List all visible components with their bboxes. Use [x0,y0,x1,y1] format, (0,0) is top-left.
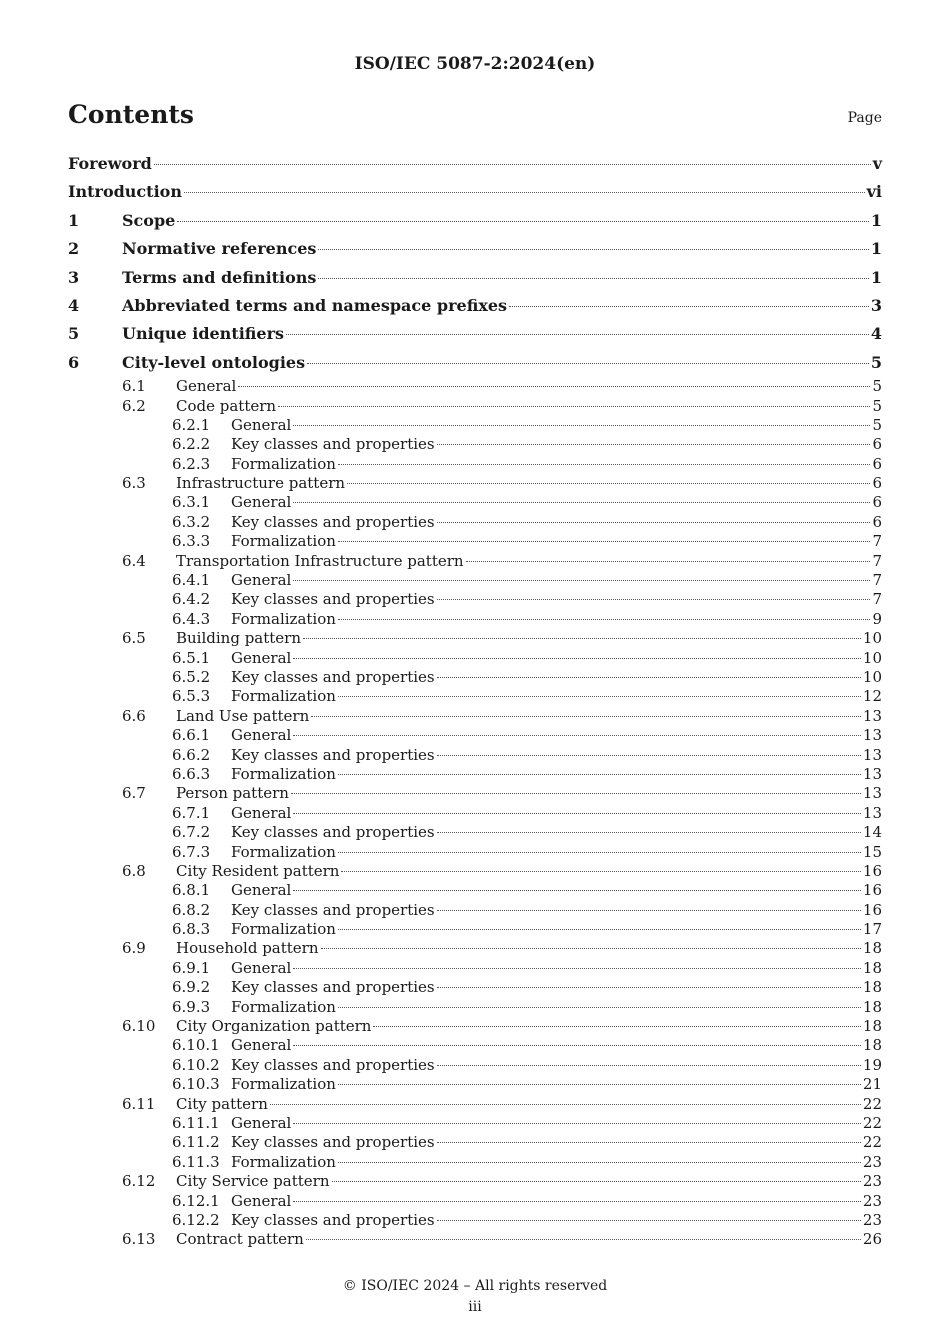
toc-entry-number: 6.7 [122,784,146,803]
dot-leader [509,306,869,307]
toc-entry[interactable] [68,920,882,939]
toc-entry-number: 6.13 [122,1230,156,1249]
toc-entry-page: 7 [872,571,882,590]
toc-entry-page: 19 [862,1055,882,1074]
toc-entry-title: Formalization [231,764,336,783]
dot-leader [373,1026,860,1027]
dot-leader [341,871,860,872]
toc-entry-number: 6.9.1 [172,958,211,977]
toc-entry[interactable] [68,349,882,377]
toc-entry[interactable] [68,978,882,997]
toc-entry-page: 7 [872,532,882,551]
toc-entry-number: 6.5.3 [172,687,211,706]
toc-entry-page: vi [866,182,882,202]
dot-leader [347,483,870,484]
dot-leader [338,541,871,542]
toc-entry-page: 10 [862,629,882,648]
dot-leader [293,1123,861,1124]
toc-entry[interactable] [68,320,882,348]
table-of-contents [68,150,882,1250]
toc-entry[interactable] [68,1133,882,1152]
page-number: iii [468,1299,482,1315]
toc-entry[interactable] [68,649,882,668]
toc-entry-page: 18 [862,958,882,977]
toc-entry-number: 6.4 [122,551,146,570]
toc-entry-title: Formalization [231,1152,336,1171]
toc-entry-page: 23 [862,1152,882,1171]
toc-entry-page: 13 [862,764,882,783]
toc-entry-title: City Organization pattern [176,1017,372,1036]
toc-entry-page: 18 [862,1017,882,1036]
toc-entry-number: 6.1 [122,377,146,396]
toc-entry-title: Formalization [231,920,336,939]
toc-entry[interactable] [68,1056,882,1075]
toc-entry[interactable] [68,1172,882,1191]
toc-entry[interactable] [68,150,882,178]
dot-leader [293,735,861,736]
toc-entry-number: 6.7.1 [172,803,211,822]
dot-leader [154,164,871,165]
toc-entry-number: 6 [68,352,80,372]
toc-entry-page: 1 [870,239,882,259]
toc-entry-page: 7 [872,551,882,570]
dot-leader [437,522,871,523]
dot-leader [293,580,870,581]
toc-entry[interactable] [68,862,882,881]
dot-leader [286,334,869,335]
dot-leader [437,832,861,833]
toc-entry-number: 6.9.3 [172,997,211,1016]
dot-leader [338,1084,861,1085]
toc-entry[interactable] [68,901,882,920]
toc-entry-number: 6.12.2 [172,1210,220,1229]
toc-entry-number: 6.2 [122,396,146,415]
dot-leader [270,1104,861,1105]
toc-entry[interactable] [68,1075,882,1094]
toc-entry-title: Key classes and properties [231,823,435,842]
toc-entry-page: 13 [862,745,882,764]
toc-entry-number: 6.9.2 [172,978,211,997]
dot-leader [437,1142,861,1143]
toc-entry[interactable] [68,746,882,765]
toc-entry[interactable] [68,939,882,958]
toc-entry-number: 2 [68,239,80,259]
dot-leader [338,1007,861,1008]
toc-entry-number: 6.9 [122,939,146,958]
toc-entry-number: 6.8 [122,861,146,880]
toc-entry-title: Formalization [231,609,336,628]
toc-entry-title: Formalization [231,842,336,861]
toc-entry-page: 21 [862,1075,882,1094]
dot-leader [437,987,861,988]
toc-entry[interactable] [68,1211,882,1230]
toc-entry[interactable] [68,881,882,900]
dot-leader [293,1045,861,1046]
toc-entry-number: 6.12.1 [172,1191,220,1210]
dot-leader [291,793,861,794]
toc-entry-title: General [176,377,237,396]
toc-entry-page: 23 [862,1191,882,1210]
toc-entry[interactable] [68,784,882,803]
page-column-label: Page [847,110,882,126]
toc-entry-page: 6 [872,512,882,531]
toc-entry[interactable] [68,843,882,862]
dot-leader [332,1181,861,1182]
toc-entry-page: 4 [870,324,882,344]
dot-leader [338,852,861,853]
dot-leader [466,561,871,562]
toc-entry-title: Key classes and properties [231,590,435,609]
toc-entry-title: General [231,648,292,667]
toc-entry-page: 22 [862,1113,882,1132]
toc-entry-page: 6 [872,474,882,493]
toc-entry-page: 10 [862,648,882,667]
toc-entry-number: 6.10.1 [172,1036,220,1055]
dot-leader [238,386,870,387]
toc-entry-page: 1 [870,210,882,230]
toc-entry-page: 13 [862,726,882,745]
toc-entry-title: General [231,415,292,434]
toc-entry-title: Formalization [231,997,336,1016]
toc-entry-title: Household pattern [176,939,319,958]
toc-entry-title: General [231,726,292,745]
toc-entry-page: 22 [862,1133,882,1152]
dot-leader [437,677,861,678]
toc-entry-page: 5 [872,377,882,396]
toc-entry[interactable] [68,804,882,823]
dot-leader [293,658,861,659]
toc-entry[interactable] [68,474,882,493]
toc-entry-page: 26 [862,1230,882,1249]
toc-entry-title: Key classes and properties [231,435,435,454]
dot-leader [338,774,861,775]
toc-entry-title: General [231,1036,292,1055]
toc-entry-number: 6.12 [122,1172,156,1191]
dot-leader [437,1220,861,1221]
toc-entry-title: City-level ontologies [122,352,306,372]
toc-entry[interactable] [68,493,882,512]
toc-entry[interactable] [68,1095,882,1114]
toc-entry-page: 6 [872,493,882,512]
toc-entry-number: 6.6.1 [172,726,211,745]
dot-leader [278,406,870,407]
toc-entry-number: 6.11.1 [172,1113,220,1132]
toc-entry-number: 6.11 [122,1094,156,1113]
toc-entry[interactable] [68,726,882,745]
dot-leader [338,929,861,930]
toc-entry-number: 4 [68,295,80,315]
toc-entry-number: 6.2.3 [172,454,211,473]
toc-entry-title: Building pattern [176,629,302,648]
toc-entry-page: 23 [862,1210,882,1229]
toc-entry-title: Key classes and properties [231,1210,435,1229]
toc-entry-page: 18 [862,997,882,1016]
toc-entry-page: 18 [862,939,882,958]
toc-entry-page: 13 [862,706,882,725]
toc-entry-number: 6.10.3 [172,1075,220,1094]
toc-entry-number: 6.3 [122,474,146,493]
toc-entry-number: 6.5.2 [172,667,211,686]
toc-entry-title: Formalization [231,1075,336,1094]
dot-leader [293,502,870,503]
toc-entry-page: 15 [862,842,882,861]
toc-entry-page: 10 [862,667,882,686]
toc-entry-page: 16 [862,900,882,919]
toc-entry[interactable] [68,1153,882,1172]
toc-entry-title: Code pattern [176,396,277,415]
toc-entry-page: 5 [870,352,882,372]
toc-entry-page: 12 [862,687,882,706]
toc-entry-title: General [231,958,292,977]
toc-entry-title: Normative references [122,239,317,259]
dot-leader [311,716,861,717]
toc-entry-number: 6.8.1 [172,881,211,900]
toc-entry-page: 5 [872,396,882,415]
toc-entry-title: City Resident pattern [176,861,340,880]
dot-leader [293,890,861,891]
dot-leader [177,221,869,222]
toc-entry[interactable] [68,687,882,706]
toc-entry-title: Key classes and properties [231,667,435,686]
toc-entry-number: 6.11.3 [172,1152,220,1171]
dot-leader [306,1239,861,1240]
toc-entry-title: Key classes and properties [231,1055,435,1074]
dot-leader [437,444,871,445]
toc-entry-page: 23 [862,1172,882,1191]
toc-entry-page: 13 [862,784,882,803]
toc-entry-page: 3 [870,295,882,315]
toc-entry[interactable] [68,264,882,292]
toc-entry-page: 22 [862,1094,882,1113]
toc-entry-page: 7 [872,590,882,609]
toc-entry-title: General [231,1191,292,1210]
dot-leader [293,425,870,426]
toc-entry-page: 5 [872,415,882,434]
dot-leader [307,363,869,364]
toc-entry-number: 5 [68,324,80,344]
toc-entry-page: 6 [872,454,882,473]
dot-leader [437,910,861,911]
toc-entry[interactable] [68,959,882,978]
toc-entry-title: Formalization [231,532,336,551]
toc-entry-number: 6.3.3 [172,532,211,551]
toc-entry-title: Abbreviated terms and namespace prefixes [122,295,508,315]
toc-entry-page: 18 [862,1036,882,1055]
toc-entry-number: 6.6.3 [172,764,211,783]
toc-entry-title: Key classes and properties [231,900,435,919]
toc-entry[interactable] [68,707,882,726]
toc-entry-number: 6.8.3 [172,920,211,939]
toc-entry-page: 14 [862,823,882,842]
toc-entry[interactable] [68,377,882,396]
toc-entry[interactable] [68,1230,882,1249]
toc-entry-title: City pattern [176,1094,268,1113]
toc-entry-title: Infrastructure pattern [176,474,346,493]
toc-entry-number: 6.7.3 [172,842,211,861]
toc-entry[interactable] [68,1114,882,1133]
toc-entry-number: 6.2.1 [172,415,211,434]
toc-entry[interactable] [68,397,882,416]
contents-title: Contents [68,100,195,129]
toc-entry[interactable] [68,1017,882,1036]
toc-entry-page: 9 [872,609,882,628]
dot-leader [321,948,861,949]
toc-entry-number: 6.4.2 [172,590,211,609]
toc-entry-page: v [872,154,882,173]
copyright-notice: © ISO/IEC 2024 – All rights reserved [342,1278,608,1294]
toc-entry-title: Key classes and properties [231,512,435,531]
dot-leader [338,464,871,465]
dot-leader [437,755,861,756]
toc-entry-title: General [231,571,292,590]
toc-entry[interactable] [68,765,882,784]
toc-entry[interactable] [68,1192,882,1211]
toc-entry-number: 6.10 [122,1017,156,1036]
toc-entry[interactable] [68,629,882,648]
toc-entry-title: Unique identifiers [122,324,285,344]
toc-entry-number: 6.7.2 [172,823,211,842]
toc-entry-number: 6.2.2 [172,435,211,454]
dot-leader [303,638,861,639]
toc-entry-title: Land Use pattern [176,706,310,725]
toc-entry-title: Contract pattern [176,1230,304,1249]
toc-entry-number: 6.3.1 [172,493,211,512]
toc-entry-title: Scope [122,210,176,230]
toc-entry-number: 6.8.2 [172,900,211,919]
document-id-header: ISO/IEC 5087-2:2024(en) [354,54,596,74]
toc-entry-page: 16 [862,861,882,880]
toc-entry[interactable] [68,998,882,1017]
toc-entry-page: 1 [870,267,882,287]
toc-entry-page: 18 [862,978,882,997]
toc-entry-number: 6.3.2 [172,512,211,531]
toc-entry[interactable] [68,513,882,532]
dot-leader [318,249,868,250]
toc-entry-number: 6.4.1 [172,571,211,590]
dot-leader [338,619,871,620]
toc-entry-title: City Service pattern [176,1172,330,1191]
toc-entry[interactable] [68,668,882,687]
toc-entry-title: Key classes and properties [231,978,435,997]
toc-entry-title: Foreword [68,154,152,173]
toc-entry-title: Key classes and properties [231,745,435,764]
toc-entry[interactable] [68,292,882,320]
dot-leader [293,813,861,814]
toc-entry-number: 6.6.2 [172,745,211,764]
toc-entry-number: 6.4.3 [172,609,211,628]
toc-entry[interactable] [68,590,882,609]
toc-entry[interactable] [68,823,882,842]
toc-entry-page: 17 [862,920,882,939]
toc-entry-title: General [231,1113,292,1132]
toc-entry-number: 6.5 [122,629,146,648]
toc-entry[interactable] [68,416,882,435]
toc-entry-title: Formalization [231,454,336,473]
dot-leader [338,696,861,697]
dot-leader [437,599,871,600]
toc-entry[interactable] [68,435,882,454]
toc-entry[interactable] [68,235,882,263]
toc-entry[interactable] [68,207,882,235]
toc-entry[interactable] [68,552,882,571]
toc-entry[interactable] [68,1036,882,1055]
dot-leader [293,1201,861,1202]
toc-entry-title: General [231,881,292,900]
toc-entry-title: Introduction [68,182,182,202]
toc-entry-title: Terms and definitions [122,267,317,287]
toc-entry-number: 6.5.1 [172,648,211,667]
toc-entry-number: 6.6 [122,706,146,725]
toc-entry-number: 6.10.2 [172,1055,220,1074]
toc-entry-title: Transportation Infrastructure pattern [176,551,464,570]
toc-entry[interactable] [68,178,882,206]
toc-entry-page: 6 [872,435,882,454]
toc-entry-title: General [231,493,292,512]
dot-leader [293,968,861,969]
toc-entry-page: 16 [862,881,882,900]
dot-leader [437,1065,861,1066]
toc-entry-page: 13 [862,803,882,822]
toc-entry-title: Person pattern [176,784,289,803]
page-footer [0,1276,950,1318]
toc-entry-title: Formalization [231,687,336,706]
toc-entry[interactable] [68,455,882,474]
toc-entry[interactable] [68,610,882,629]
toc-entry[interactable] [68,571,882,590]
toc-entry-number: 6.11.2 [172,1133,220,1152]
toc-entry[interactable] [68,532,882,551]
dot-leader [184,192,865,193]
toc-entry-number: 3 [68,267,80,287]
toc-entry-title: General [231,803,292,822]
toc-entry-number: 1 [68,210,80,230]
dot-leader [338,1162,861,1163]
toc-entry-title: Key classes and properties [231,1133,435,1152]
dot-leader [318,278,868,279]
